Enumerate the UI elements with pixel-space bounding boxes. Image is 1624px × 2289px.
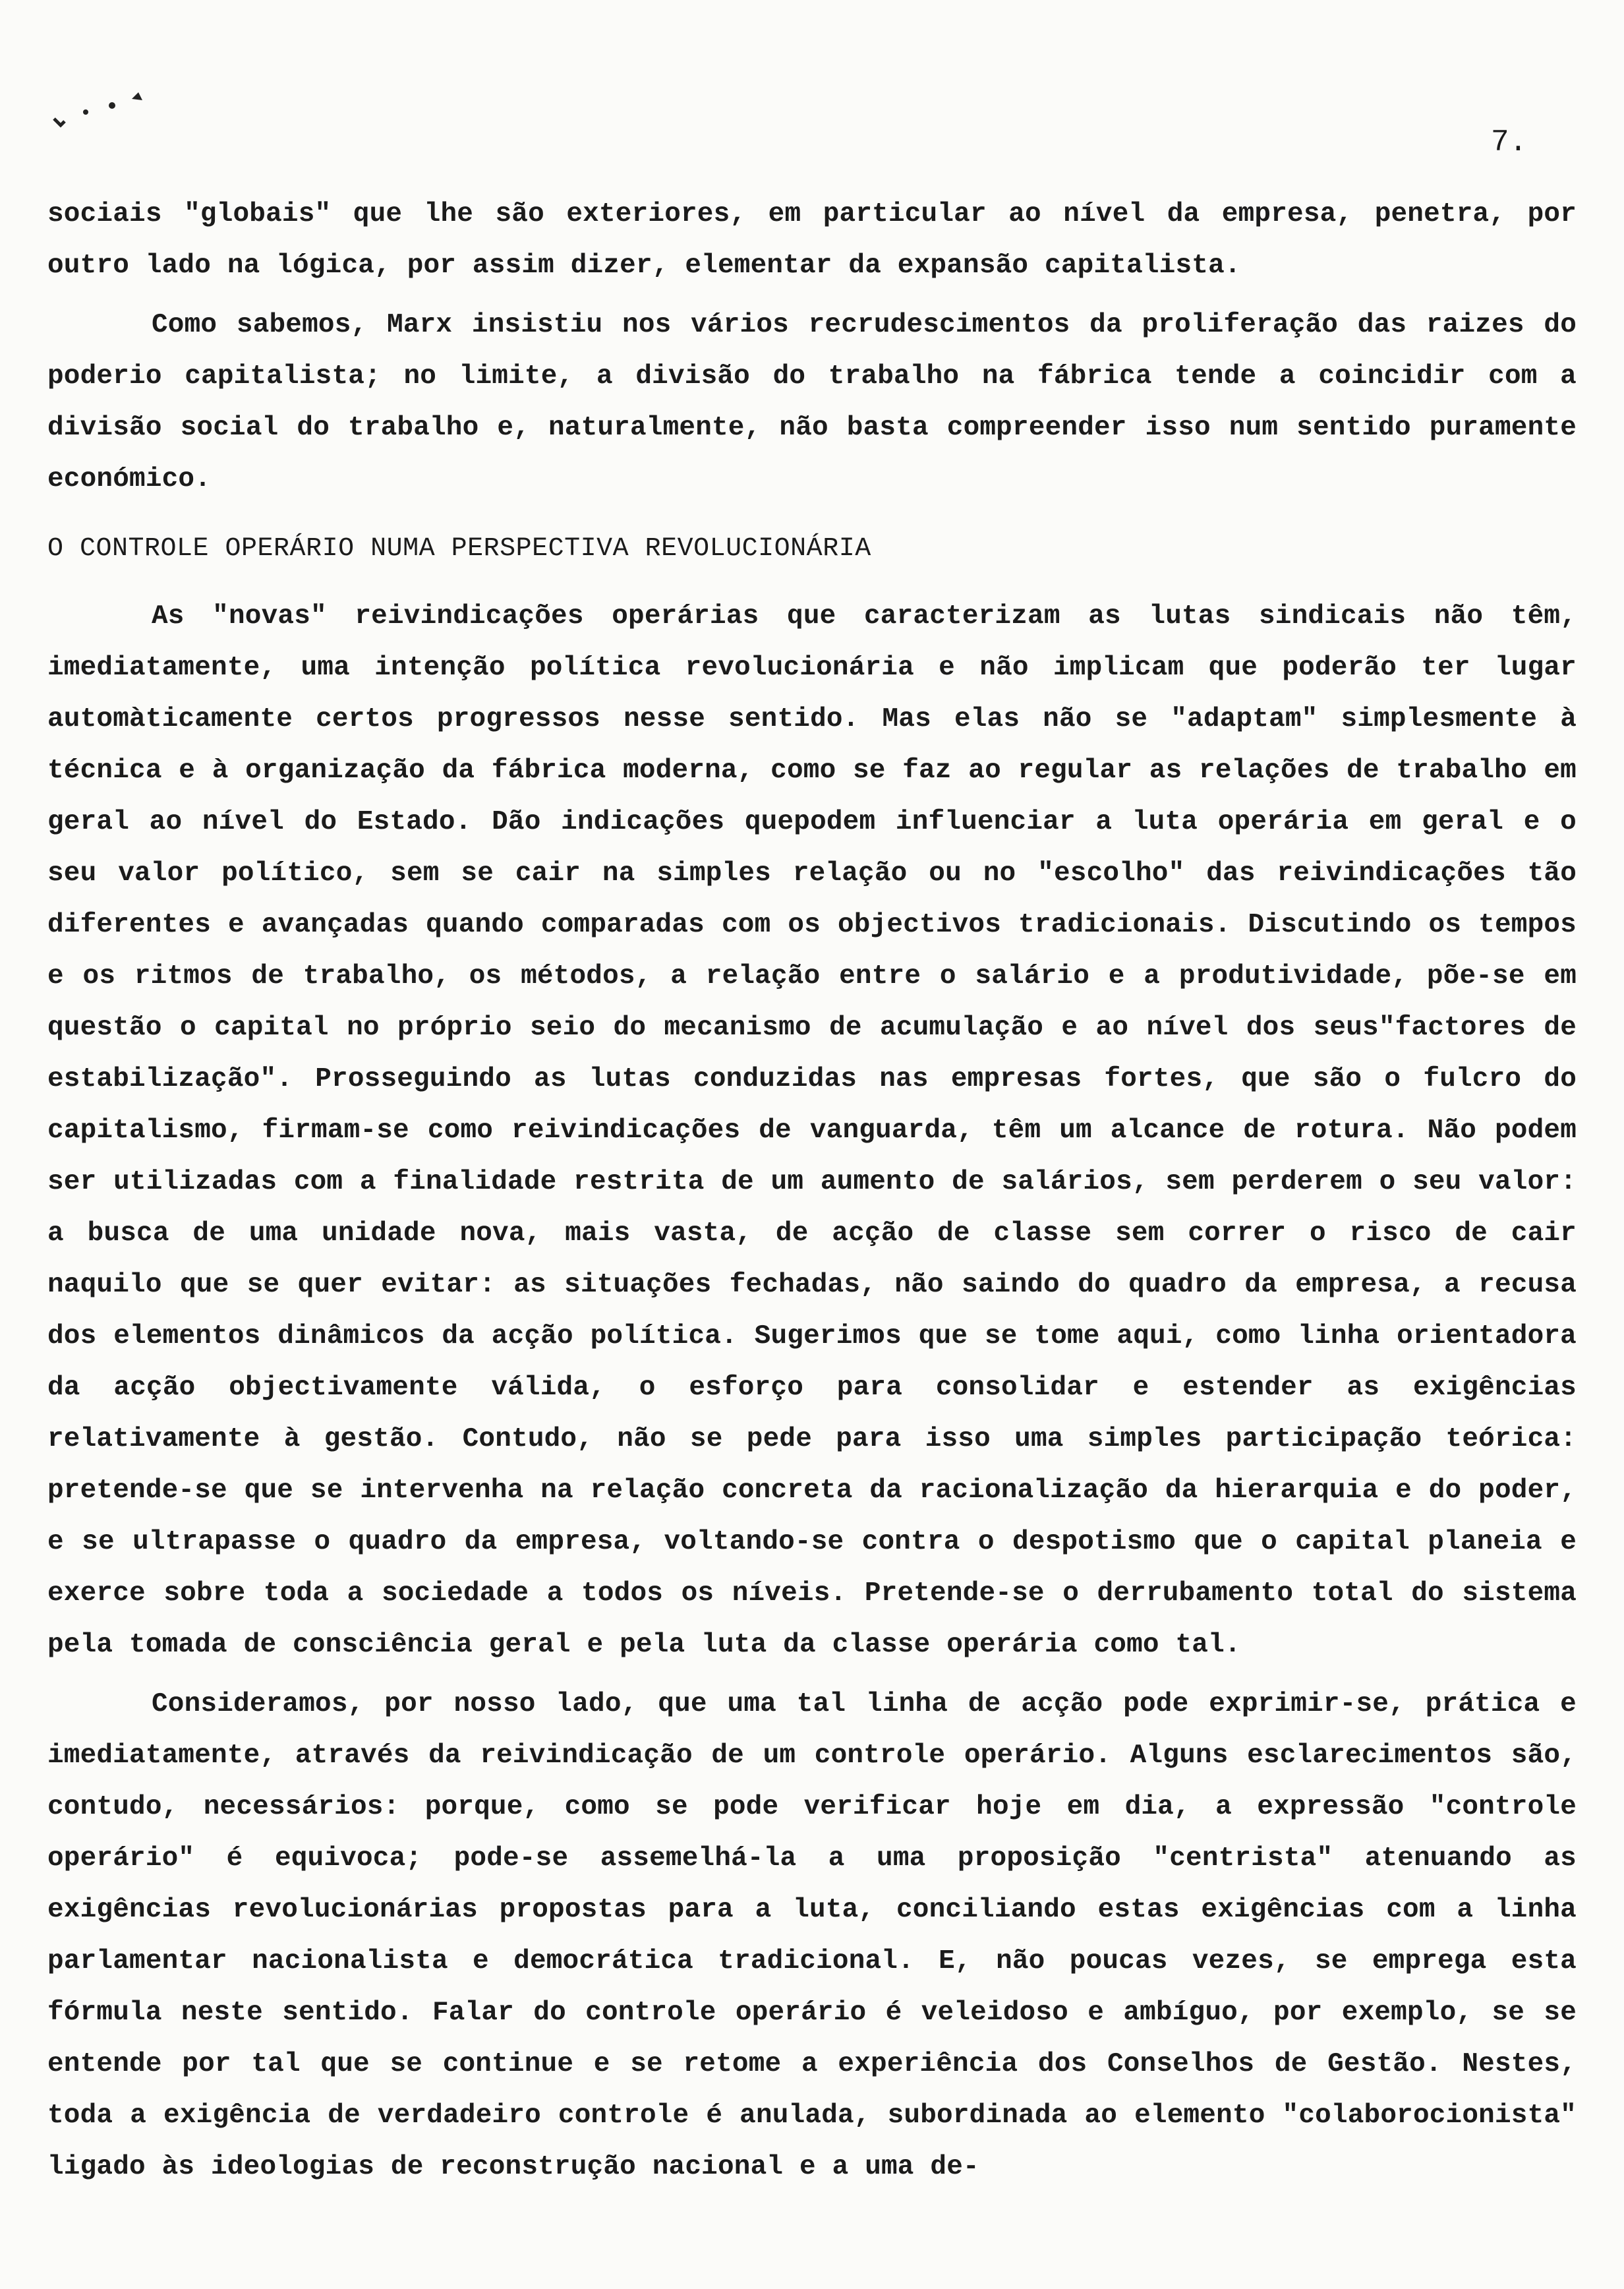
page-number: 7.: [1491, 125, 1528, 160]
paragraph-1: sociais "globais" que lhe são exteriores, em particular ao nível da empresa, penetra, por outro lado na lógica, por assim dizer, elementar da expansão capitalista.: [47, 199, 1577, 281]
document-body: [47, 189, 1577, 2193]
section-heading: O CONTROLE OPERÁRIO NUMA PERSPECTIVA REVOLUCIONÁRIA: [47, 534, 871, 564]
ink-marks: [46, 66, 178, 138]
paragraph-3: As "novas" reivindicações operárias que caracterizam as lutas sindicais não têm, imediatamente, uma intenção política revolucionária e não implicam que poderão ter lugar automàticamente certos progressos nesse sentido. Mas elas não se "adaptam" simplesmente à técnica e à organização da fábrica moderna, como se faz ao regular as relações de trabalho em geral ao nível do Estado. Dão indicações quepodem influenciar a luta operária em geral e o seu valor político, sem se cair na simples relação ou no "escolho" das reivindicações tão diferentes e avançadas quando comparadas com os objectivos tradicionais. Discutindo os tempos e os ritmos de trabalho, os métodos, a relação entre o salário e a produtividade, põe-se em questão o capital no próprio seio do mecanismo de acumulação e ao nível dos seus"factores de estabilização". Prosseguindo as lutas conduzidas nas empresas fortes, que são o fulcro do capitalismo, firmam-se como reivindicações de vanguarda, têm um alcance de rotura. Não podem ser utilizadas com a finalidade restrita de um aumento de salários, sem perderem o seu valor: a busca de uma unidade nova, mais vasta, de acção de classe sem correr o risco de cair naquilo que se quer evitar: as situações fechadas, não saindo do quadro da empresa, a recusa dos elementos dinâmicos da acção política. Sugerimos que se tome aqui, como linha orientadora da acção objectivamente válida, o esforço para consolidar e estender as exigências relativamente à gestão. Contudo, não se pede para isso uma simples participação teórica: pretende-se que se intervenha na relação concreta da racionalização da hierarquia e do poder, e se ultrapasse o quadro da empresa, voltando-se contra o despotismo que o capital planeia e exerce sobre toda a sociedade a todos os níveis. Pretende-se o derrubamento total do sistema pela tomada de consciência geral e pela luta da classe operária como tal.: [47, 601, 1577, 1660]
paragraph-2: Como sabemos, Marx insistiu nos vários recrudescimentos da proliferação das raizes do poderio capitalista; no limite, a divisão do trabalho na fábrica tende a coincidir com a divisão social do trabalho e, naturalmente, não basta compreender isso num sentido puramente económico.: [47, 310, 1577, 494]
paragraph-4: Consideramos, por nosso lado, que uma tal linha de acção pode exprimir-se, prática e imediatamente, através da reivindicação de um controle operário. Alguns esclarecimentos são, contudo, necessários: porque, como se pode verificar hoje em dia, a expressão "controle operário" é equivoca; pode-se assemelhá-la a uma proposição "centrista" atenuando as exigências revolucionárias propostas para a luta, conciliando estas exigências com a linha parlamentar nacionalista e democrática tradicional. E, não poucas vezes, se emprega esta fórmula neste sentido. Falar do controle operário é veleidoso e ambíguo, por exemplo, se se entende por tal que se continue e se retome a experiência dos Conselhos de Gestão. Nestes, toda a exigência de verdadeiro controle é anulada, subordinada ao elemento "colaborocionista" ligado às ideologias de reconstrução nacional e a uma de-: [47, 1689, 1577, 2182]
